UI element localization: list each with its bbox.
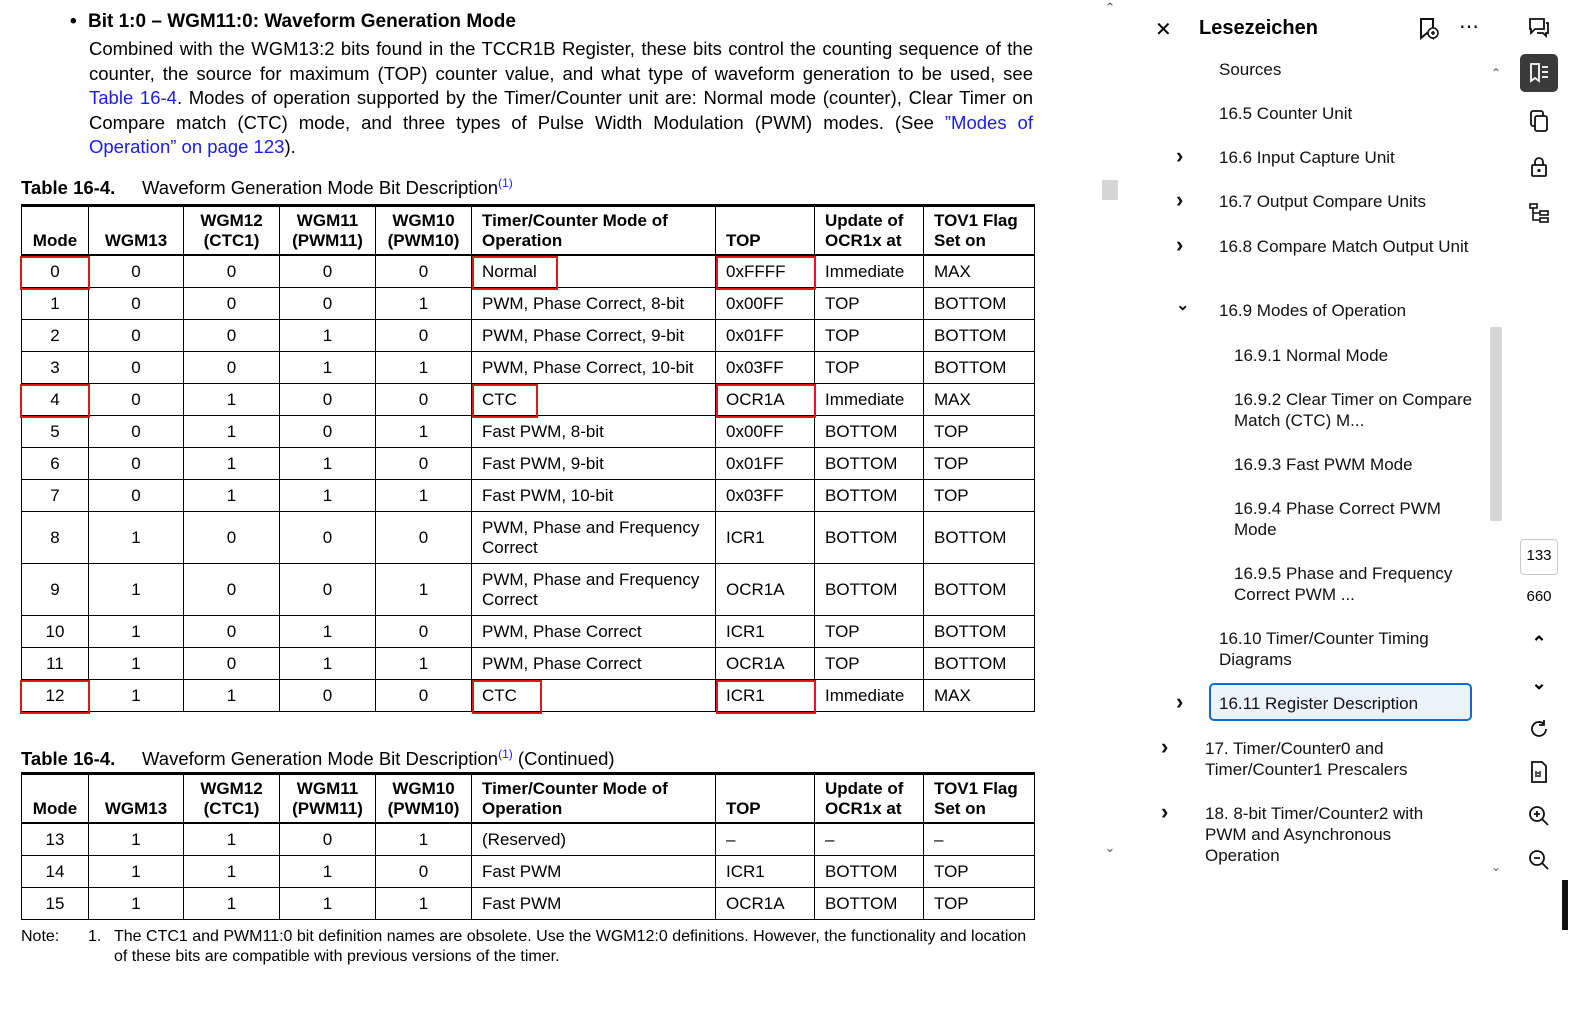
paragraph-text: ). <box>284 136 296 157</box>
cell-wgm13: 1 <box>89 564 184 616</box>
cell-ocr-update: Immediate <box>815 384 924 416</box>
caption-continued: (Continued) <box>512 748 615 770</box>
cell-mode-of-operation: CTC <box>472 680 716 712</box>
cell-tov1-flag: BOTTOM <box>924 616 1035 648</box>
caption-title: Waveform Generation Mode Bit Description <box>142 177 499 199</box>
column-header-mode: Mode <box>22 774 89 824</box>
scrollbar-thumb[interactable] <box>1102 180 1118 200</box>
zoom-out-icon[interactable] <box>1522 843 1556 877</box>
cell-wgm13: 0 <box>89 416 184 448</box>
cell-mode-of-operation: PWM, Phase Correct <box>472 616 716 648</box>
cell-ocr-update: TOP <box>815 648 924 680</box>
column-header-wgm12: WGM12 (CTC1) <box>184 774 280 824</box>
cell-top: 0x01FF <box>716 448 815 480</box>
cell-wgm13: 0 <box>89 288 184 320</box>
cell-wgm10: 0 <box>376 680 472 712</box>
cell-mode-of-operation: Normal <box>472 255 716 288</box>
cell-mode: 8 <box>22 512 89 564</box>
current-page-input[interactable]: 133 <box>1520 539 1558 575</box>
chevron-right-icon[interactable]: › <box>1176 689 1184 714</box>
cell-top: 0x00FF <box>716 416 815 448</box>
cell-wgm11: 0 <box>280 512 376 564</box>
cell-ocr-update: TOP <box>815 352 924 384</box>
cell-wgm12: 0 <box>184 255 280 288</box>
bullet-heading <box>70 11 516 33</box>
cell-tov1-flag: MAX <box>924 384 1035 416</box>
bookmark-item[interactable]: 16.9.2 Clear Timer on Compare Match (CTC) M... <box>1234 390 1473 430</box>
cell-mode-of-operation: PWM, Phase Correct, 8-bit <box>472 288 716 320</box>
bookmarks-panel <box>1121 0 1511 880</box>
paragraph-text: . Modes of operation supported by the Timer/Counter unit are: Normal mode (counter), Clear Timer on Compare match (CTC) mode, and three types of Pulse Width Modulation (PWM) modes. (See <box>89 87 1033 133</box>
cell-wgm11: 0 <box>280 288 376 320</box>
cell-ocr-update: TOP <box>815 616 924 648</box>
bookmarks-scrollbar[interactable] <box>1488 68 1504 880</box>
table-row <box>22 384 1035 416</box>
bookmark-item[interactable]: 16.11 Register Description <box>1219 694 1419 713</box>
cell-wgm12: 1 <box>184 680 280 712</box>
cell-mode-of-operation: Fast PWM <box>472 888 716 920</box>
column-header-mode: Mode <box>22 206 89 256</box>
table-row <box>22 352 1035 384</box>
cell-wgm11: 1 <box>280 648 376 680</box>
bookmark-item[interactable]: 16.9.3 Fast PWM Mode <box>1234 455 1413 474</box>
cell-tov1-flag: BOTTOM <box>924 648 1035 680</box>
column-header-wgm11: WGM11 (PWM11) <box>280 774 376 824</box>
cell-top: OCR1A <box>716 888 815 920</box>
table-header-row <box>22 774 1035 824</box>
cell-wgm12: 0 <box>184 352 280 384</box>
cell-wgm10: 0 <box>376 255 472 288</box>
cell-wgm11: 1 <box>280 448 376 480</box>
cell-wgm13: 0 <box>89 448 184 480</box>
cell-wgm11: 0 <box>280 384 376 416</box>
cell-wgm12: 1 <box>184 888 280 920</box>
cell-mode-of-operation: CTC <box>472 384 716 416</box>
bookmark-item[interactable]: 16.6 Input Capture Unit <box>1219 148 1395 167</box>
cell-mode-of-operation: PWM, Phase Correct, 10-bit <box>472 352 716 384</box>
table-row <box>22 564 1035 616</box>
column-header-ocr-update: Update of OCR1x at <box>815 206 924 256</box>
cell-wgm13: 0 <box>89 384 184 416</box>
scrollbar-thumb[interactable] <box>1490 327 1502 521</box>
fit-page-icon[interactable] <box>1522 755 1556 789</box>
cell-mode: 12 <box>22 680 89 712</box>
cell-ocr-update: Immediate <box>815 255 924 288</box>
scroll-up-icon[interactable]: ⌃ <box>1490 66 1502 80</box>
cell-mode-of-operation: PWM, Phase Correct <box>472 648 716 680</box>
cell-wgm10: 1 <box>376 648 472 680</box>
cell-mode: 15 <box>22 888 89 920</box>
cell-top: ICR1 <box>716 680 815 712</box>
table-link[interactable]: Table 16-4 <box>89 87 177 108</box>
waveform-mode-table-continued <box>21 772 1035 920</box>
bookmarks-icon[interactable] <box>1520 54 1558 92</box>
bookmark-item[interactable]: 17. Timer/Counter0 and Timer/Counter1 Prescalers <box>1205 739 1408 779</box>
cell-wgm11: 0 <box>280 823 376 856</box>
cell-tov1-flag: – <box>924 823 1035 856</box>
column-header-top: TOP <box>716 206 815 256</box>
scroll-down-icon[interactable]: ⌄ <box>1104 840 1116 855</box>
cell-wgm13: 1 <box>89 648 184 680</box>
column-header-wgm10: WGM10 (PWM10) <box>376 206 472 256</box>
more-options-icon[interactable]: ⋯ <box>1459 16 1479 38</box>
cell-ocr-update: TOP <box>815 288 924 320</box>
cell-wgm13: 0 <box>89 255 184 288</box>
cell-top: ICR1 <box>716 512 815 564</box>
description-paragraph <box>89 37 1033 160</box>
cell-wgm10: 1 <box>376 823 472 856</box>
cell-tov1-flag: BOTTOM <box>924 352 1035 384</box>
cell-tov1-flag: TOP <box>924 856 1035 888</box>
cell-mode: 13 <box>22 823 89 856</box>
paragraph-text: Combined with the WGM13:2 bits found in the TCCR1B Register, these bits control the counting sequence of the counter, the source for maximum (TOP) counter value, and what type of waveform generation to be used, see <box>89 38 1033 84</box>
cell-mode-of-operation: PWM, Phase Correct, 9-bit <box>472 320 716 352</box>
cell-wgm11: 0 <box>280 564 376 616</box>
cell-top: OCR1A <box>716 384 815 416</box>
cell-wgm12: 0 <box>184 512 280 564</box>
caption-title: Waveform Generation Mode Bit Description <box>142 748 499 770</box>
cell-wgm11: 1 <box>280 888 376 920</box>
column-header-tov1-flag: TOV1 Flag Set on <box>924 774 1035 824</box>
table-row <box>22 448 1035 480</box>
table-row <box>22 255 1035 288</box>
cell-tov1-flag: TOP <box>924 416 1035 448</box>
bullet-dot: • <box>70 11 77 32</box>
table-header-row <box>22 206 1035 256</box>
cell-wgm12: 1 <box>184 384 280 416</box>
cell-wgm12: 0 <box>184 616 280 648</box>
column-header-wgm11: WGM11 (PWM11) <box>280 206 376 256</box>
cell-mode: 2 <box>22 320 89 352</box>
cell-mode-of-operation: Fast PWM <box>472 856 716 888</box>
footnote-link[interactable]: (1) <box>498 176 513 190</box>
cell-tov1-flag: BOTTOM <box>924 288 1035 320</box>
modes-of-operation-link[interactable]: ”Modes of Operation” on page 123 <box>89 111 1033 157</box>
cell-ocr-update: BOTTOM <box>815 888 924 920</box>
table-row <box>22 823 1035 856</box>
bookmark-item[interactable]: Sources <box>1219 60 1282 79</box>
right-toolbar <box>1512 0 1593 1012</box>
pages-icon[interactable] <box>1522 104 1556 138</box>
cell-ocr-update: BOTTOM <box>815 564 924 616</box>
cell-mode: 11 <box>22 648 89 680</box>
cell-wgm12: 1 <box>184 480 280 512</box>
cell-ocr-update: BOTTOM <box>815 512 924 564</box>
table-row <box>22 856 1035 888</box>
table-row <box>22 288 1035 320</box>
cell-wgm10: 0 <box>376 384 472 416</box>
cell-wgm10: 0 <box>376 616 472 648</box>
cell-top: OCR1A <box>716 564 815 616</box>
bookmark-add-icon[interactable] <box>1417 17 1439 46</box>
caption-label: Table 16-4. <box>21 177 116 199</box>
cell-top: OCR1A <box>716 648 815 680</box>
table-row <box>22 680 1035 712</box>
bookmark-item[interactable]: 16.9 Modes of Operation <box>1219 301 1407 320</box>
cell-wgm10: 1 <box>376 564 472 616</box>
cell-ocr-update: BOTTOM <box>815 448 924 480</box>
cell-wgm11: 1 <box>280 320 376 352</box>
cell-wgm10: 1 <box>376 352 472 384</box>
cell-wgm11: 1 <box>280 352 376 384</box>
cell-wgm13: 1 <box>89 512 184 564</box>
cell-top: 0x03FF <box>716 480 815 512</box>
cell-wgm10: 1 <box>376 480 472 512</box>
chevron-right-icon[interactable]: › <box>1161 799 1169 824</box>
cell-wgm10: 0 <box>376 856 472 888</box>
cell-wgm11: 0 <box>280 680 376 712</box>
cell-mode: 1 <box>22 288 89 320</box>
table-row <box>22 648 1035 680</box>
cell-mode: 0 <box>22 255 89 288</box>
bookmark-item[interactable]: 16.9.5 Phase and Frequency Correct PWM ... <box>1234 564 1453 604</box>
cell-top: 0xFFFF <box>716 255 815 288</box>
cell-top: ICR1 <box>716 856 815 888</box>
total-pages: 660 <box>1526 588 1552 605</box>
cell-wgm13: 1 <box>89 823 184 856</box>
table-row <box>22 320 1035 352</box>
bookmark-item[interactable]: 16.9.4 Phase Correct PWM Mode <box>1234 499 1441 539</box>
chevron-down-icon[interactable]: ⌄ <box>1176 297 1190 314</box>
cell-wgm13: 1 <box>89 856 184 888</box>
table-row <box>22 512 1035 564</box>
cell-ocr-update: – <box>815 823 924 856</box>
cell-tov1-flag: BOTTOM <box>924 320 1035 352</box>
column-header-mode-of-operation: Timer/Counter Mode of Operation <box>472 206 716 256</box>
cell-mode-of-operation: Fast PWM, 9-bit <box>472 448 716 480</box>
cell-mode-of-operation: Fast PWM, 10-bit <box>472 480 716 512</box>
next-page-icon[interactable]: ⌄ <box>1531 672 1547 693</box>
cell-top: 0x03FF <box>716 352 815 384</box>
cell-mode: 10 <box>22 616 89 648</box>
cell-wgm12: 1 <box>184 823 280 856</box>
column-header-ocr-update: Update of OCR1x at <box>815 774 924 824</box>
close-icon[interactable]: ✕ <box>1155 19 1172 41</box>
cell-mode: 5 <box>22 416 89 448</box>
cell-tov1-flag: BOTTOM <box>924 512 1035 564</box>
zoom-in-icon[interactable] <box>1522 799 1556 833</box>
lock-icon[interactable] <box>1522 150 1556 184</box>
cell-wgm11: 0 <box>280 255 376 288</box>
cell-mode-of-operation: PWM, Phase and Frequency Correct <box>472 564 716 616</box>
cell-mode: 9 <box>22 564 89 616</box>
column-header-wgm12: WGM12 (CTC1) <box>184 206 280 256</box>
cell-wgm11: 0 <box>280 416 376 448</box>
cell-wgm13: 0 <box>89 320 184 352</box>
cell-wgm10: 0 <box>376 448 472 480</box>
column-header-wgm13: WGM13 <box>89 206 184 256</box>
scroll-up-icon[interactable]: ⌃ <box>1104 0 1116 15</box>
cell-tov1-flag: MAX <box>924 255 1035 288</box>
bookmark-item[interactable]: 18. 8-bit Timer/Counter2 with PWM and Asynchronous Operation <box>1205 804 1424 865</box>
cell-ocr-update: BOTTOM <box>815 480 924 512</box>
previous-page-icon[interactable]: ⌃ <box>1531 632 1547 653</box>
table-row <box>22 416 1035 448</box>
table-row <box>22 616 1035 648</box>
cell-wgm13: 1 <box>89 680 184 712</box>
cell-wgm12: 0 <box>184 288 280 320</box>
cell-wgm10: 0 <box>376 512 472 564</box>
cell-mode-of-operation: Fast PWM, 8-bit <box>472 416 716 448</box>
cell-wgm13: 0 <box>89 480 184 512</box>
table2-caption <box>21 747 615 770</box>
cell-tov1-flag: TOP <box>924 480 1035 512</box>
cell-mode: 14 <box>22 856 89 888</box>
cell-tov1-flag: TOP <box>924 888 1035 920</box>
column-header-tov1-flag: TOV1 Flag Set on <box>924 206 1035 256</box>
caption-label: Table 16-4. <box>21 748 116 770</box>
bookmark-item[interactable]: 16.9.1 Normal Mode <box>1234 346 1389 365</box>
column-header-mode-of-operation: Timer/Counter Mode of Operation <box>472 774 716 824</box>
cell-top: 0x00FF <box>716 288 815 320</box>
bullet-heading-text: Bit 1:0 – WGM11:0: Waveform Generation Mode <box>88 11 516 32</box>
cell-wgm12: 1 <box>184 856 280 888</box>
window-edge <box>1562 880 1568 930</box>
structure-icon[interactable] <box>1522 196 1556 230</box>
cell-mode-of-operation: PWM, Phase and Frequency Correct <box>472 512 716 564</box>
cell-wgm11: 1 <box>280 856 376 888</box>
cell-wgm12: 0 <box>184 564 280 616</box>
cell-wgm11: 1 <box>280 480 376 512</box>
bookmark-item[interactable]: 16.7 Output Compare Units <box>1219 192 1426 211</box>
cell-mode: 4 <box>22 384 89 416</box>
column-header-top: TOP <box>716 774 815 824</box>
column-header-wgm13: WGM13 <box>89 774 184 824</box>
note-text: The CTC1 and PWM11:0 bit definition names are obsolete. Use the WGM12:0 definitions. However, the functionality and location of these bits are compatible with previous versions of the timer. <box>114 928 1027 965</box>
cell-wgm11: 1 <box>280 616 376 648</box>
waveform-mode-table <box>21 204 1035 712</box>
panel-title: Lesezeichen <box>1199 17 1318 39</box>
bookmark-item[interactable]: 16.10 Timer/Counter Timing Diagrams <box>1219 629 1429 669</box>
cell-tov1-flag: BOTTOM <box>924 564 1035 616</box>
cell-mode: 3 <box>22 352 89 384</box>
document-scrollbar[interactable] <box>1100 0 1120 860</box>
cell-tov1-flag: MAX <box>924 680 1035 712</box>
cell-wgm12: 1 <box>184 416 280 448</box>
note-label: Note: <box>21 928 60 945</box>
chevron-right-icon[interactable]: › <box>1161 734 1169 759</box>
cell-wgm12: 0 <box>184 648 280 680</box>
cell-ocr-update: TOP <box>815 320 924 352</box>
bookmark-item[interactable]: 16.8 Compare Match Output Unit <box>1219 237 1469 256</box>
cell-wgm13: 1 <box>89 616 184 648</box>
cell-wgm12: 0 <box>184 320 280 352</box>
cell-wgm10: 1 <box>376 288 472 320</box>
cell-wgm10: 1 <box>376 416 472 448</box>
rotate-icon[interactable] <box>1522 712 1556 746</box>
cell-mode-of-operation: (Reserved) <box>472 823 716 856</box>
bookmark-item[interactable]: 16.5 Counter Unit <box>1219 104 1353 123</box>
comment-icon[interactable] <box>1522 10 1556 44</box>
cell-wgm13: 0 <box>89 352 184 384</box>
footnote-link[interactable]: (1) <box>498 747 513 761</box>
chevron-right-icon[interactable]: › <box>1176 232 1184 257</box>
cell-tov1-flag: TOP <box>924 448 1035 480</box>
cell-mode: 6 <box>22 448 89 480</box>
table1-caption <box>21 176 513 199</box>
cell-top: ICR1 <box>716 616 815 648</box>
chevron-right-icon[interactable]: › <box>1176 187 1184 212</box>
cell-wgm10: 1 <box>376 888 472 920</box>
cell-ocr-update: Immediate <box>815 680 924 712</box>
cell-ocr-update: BOTTOM <box>815 416 924 448</box>
cell-wgm13: 1 <box>89 888 184 920</box>
scroll-down-icon[interactable]: ⌄ <box>1490 860 1502 874</box>
table-row <box>22 480 1035 512</box>
note-number: 1. <box>88 928 102 945</box>
cell-wgm10: 0 <box>376 320 472 352</box>
cell-ocr-update: BOTTOM <box>815 856 924 888</box>
cell-wgm12: 1 <box>184 448 280 480</box>
chevron-right-icon[interactable]: › <box>1176 143 1184 168</box>
cell-top: – <box>716 823 815 856</box>
column-header-wgm10: WGM10 (PWM10) <box>376 774 472 824</box>
cell-mode: 7 <box>22 480 89 512</box>
table-row <box>22 888 1035 920</box>
cell-top: 0x01FF <box>716 320 815 352</box>
